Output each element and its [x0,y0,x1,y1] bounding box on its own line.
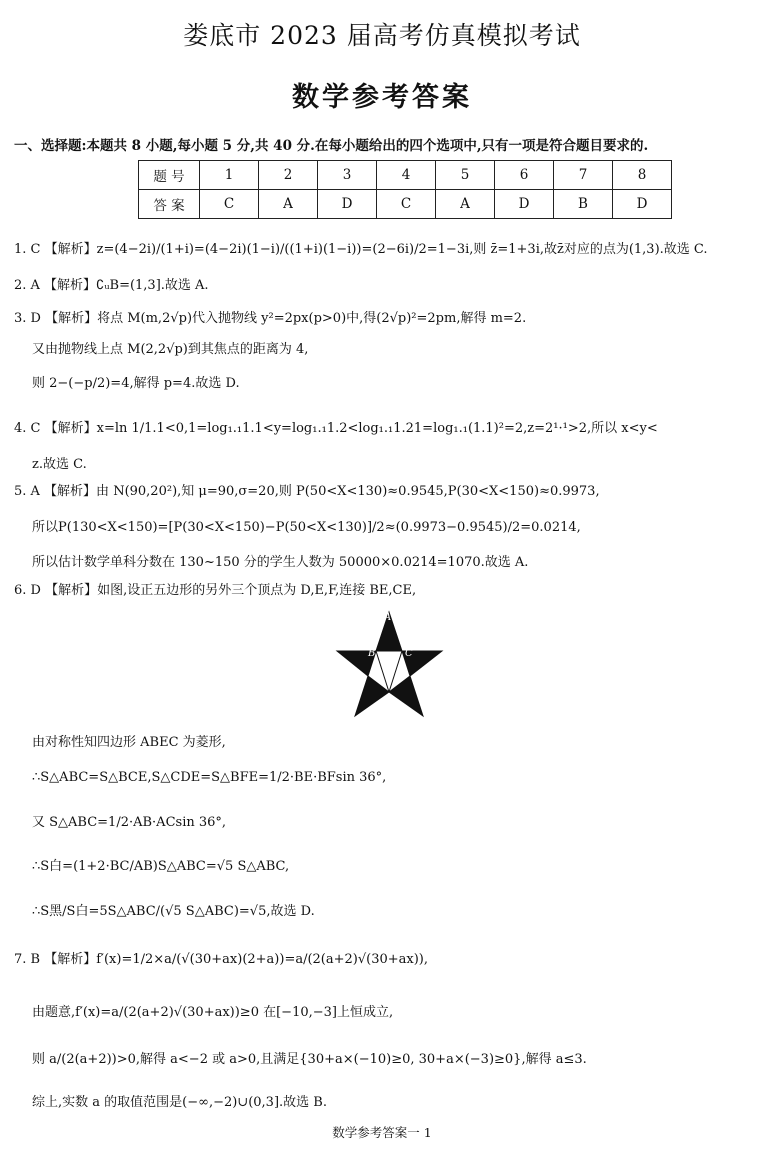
solution-3: 3. D 【解析】将点 M(m,2√p)代入抛物线 y²=2px(p>0)中,得(2√p)²=2pm,解得 m=2. [14,311,527,326]
solution-6-line3: ∴S△ABC=S△BCE,S△CDE=S△BFE=1/2·BE·BFsin 36°, [32,770,387,785]
vertex-label-b: B [368,648,376,659]
vertex-label-d: D [416,681,425,692]
solution-7-line2: 由题意,f′(x)=a/(2(a+2)√(30+ax))≥0 在[−10,−3]上恒成立, [32,1005,394,1020]
solution-5: 5. A 【解析】由 N(90,20²),知 μ=90,σ=20,则 P(50<X<130)≈0.9545,P(30<X<150)≈0.9973, [14,484,600,499]
row-label: 答 案 [139,190,200,219]
solution-2: 2. A 【解析】∁ᵤB=(1,3].故选 A. [14,278,209,293]
solution-7: 7. B 【解析】f′(x)=1/2×a/(√(30+ax)(2+a))=a/(2(a+2)√(30+ax)), [14,952,429,967]
solution-6-line6: ∴S黑/S白=5S△ABC/(√5 S△ABC)=√5,故选 D. [32,904,315,919]
solution-7-line4: 综上,实数 a 的取值范围是(−∞,−2)∪(0,3].故选 B. [32,1095,327,1110]
solution-6-line5: ∴S白=(1+2·BC/AB)S△ABC=√5 S△ABC, [32,859,290,874]
row-label: 题 号 [139,161,200,190]
page-footer: 数学参考答案一 1 [332,1125,432,1140]
question-number: 1 [200,161,259,190]
solution-5-line2: 所以P(130<X<150)=[P(30<X<150)−P(50<X<130)]/2≈(0.9973−0.9545)/2=0.0214, [32,520,581,535]
solution-6-line2: 由对称性知四边形 ABEC 为菱形, [32,735,226,750]
answer-cell: D [318,190,377,219]
question-number: 5 [436,161,495,190]
solution-4: 4. C 【解析】x=ln 1/1.1<0,1=log₁.₁1.1<y=log₁.₁1.2<log₁.₁1.21=log₁.₁(1.1)²=2,z=2¹·¹>2,所以 x<y< [14,421,658,436]
solution-3-line2: 又由抛物线上点 M(2,2√p)到其焦点的距离为 4, [32,342,309,357]
vertex-label-a: A [384,612,392,623]
question-number: 7 [554,161,613,190]
question-number: 3 [318,161,377,190]
vertex-label-f: F [356,683,363,694]
answer-cell: D [495,190,554,219]
question-number: 2 [259,161,318,190]
table-row [139,190,672,219]
vertex-label-c: C [405,648,413,659]
answer-cell: C [377,190,436,219]
answer-title: 数学参考答案 [292,82,472,113]
question-number: 6 [495,161,554,190]
solution-4-line2: z.故选 C. [32,457,87,472]
exam-title: 娄底市 2023 届高考仿真模拟考试 [183,21,581,50]
solution-6: 6. D 【解析】如图,设正五边形的另外三个顶点为 D,E,F,连接 BE,CE, [14,583,417,598]
vertex-label-e: E [386,696,394,707]
solution-1: 1. C 【解析】z=(4−2i)/(1+i)=(4−2i)(1−i)/((1+i)(1−i))=(2−6i)/2=1−3i,则 z̄=1+3i,故z̄对应的点为(1,3).故选 C. [14,242,708,257]
solution-6-line4: 又 S△ABC=1/2·AB·ACsin 36°, [32,815,227,830]
question-number: 4 [377,161,436,190]
solution-5-line3: 所以估计数学单科分数在 130~150 分的学生人数为 50000×0.0214=1070.故选 A. [32,555,529,570]
answer-cell: D [613,190,672,219]
solution-7-line3: 则 a/(2(a+2))>0,解得 a<−2 或 a>0,且满足{30+a×(−10)≥0, 30+a×(−3)≥0},解得 a≤3. [32,1052,587,1067]
pentagram-figure [335,606,445,724]
section-heading: 一、选择题:本题共 8 小题,每小题 5 分,共 40 分.在每小题给出的四个选项中,只有一项是符合题目要求的. [14,138,649,154]
table-row [139,161,672,190]
answer-table [138,160,672,219]
answer-cell: A [436,190,495,219]
answer-cell: B [554,190,613,219]
answer-cell: A [259,190,318,219]
solution-3-line3: 则 2−(−p/2)=4,解得 p=4.故选 D. [32,376,240,391]
question-number: 8 [613,161,672,190]
answer-cell: C [200,190,259,219]
